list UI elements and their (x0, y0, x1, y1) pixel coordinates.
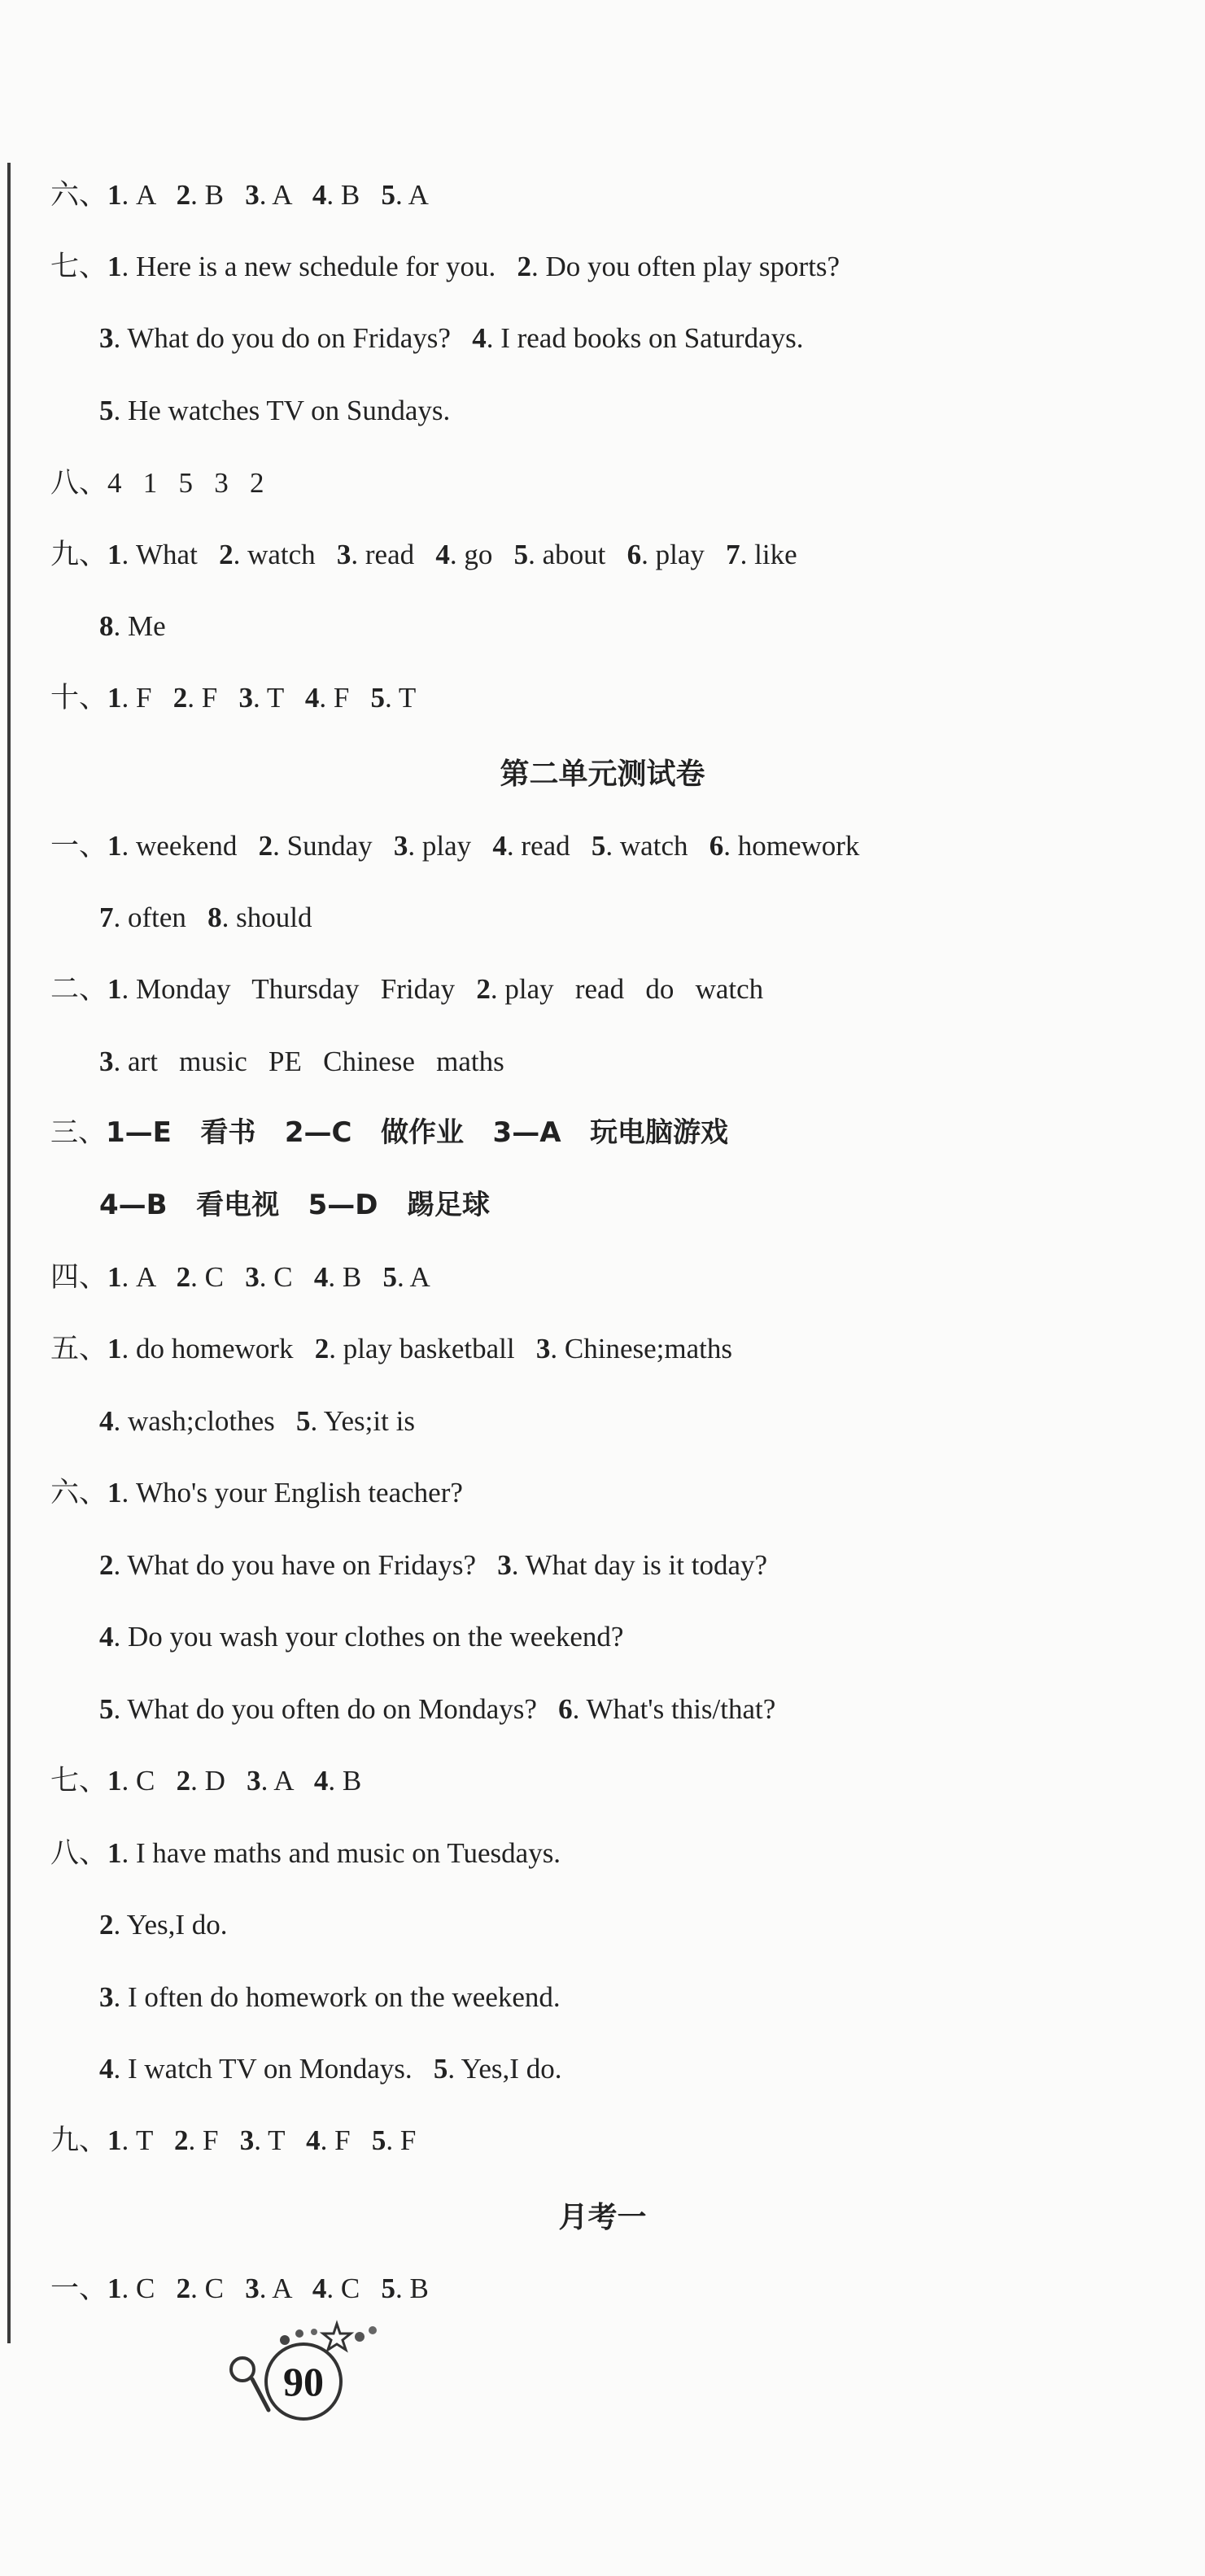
answer-text: 6 (627, 539, 642, 570)
answer-text: . play basketball (329, 1333, 536, 1364)
answer-text: 6 (709, 830, 724, 862)
answer-text: . Yes,I do. (448, 2053, 562, 2085)
answer-text: . play (408, 830, 493, 862)
answer-text: . art music PE Chinese maths (113, 1046, 504, 1077)
answer-text: 3 (99, 322, 114, 354)
answer-text: . play (641, 539, 727, 570)
answer-text: . go (449, 539, 514, 570)
answer-text: . A (121, 179, 177, 211)
answer-text: . Sunday (273, 830, 394, 862)
answer-text: 3 (99, 1046, 114, 1077)
answer-text: . What (121, 539, 220, 570)
answer-text: . Me (113, 610, 166, 642)
answer-text: . What day is it today? (511, 1549, 768, 1581)
answer-text: 4 (312, 179, 327, 211)
answer-text: 5 (382, 1261, 397, 1293)
answer-text: 2 (174, 2124, 189, 2156)
answer-line (50, 181, 429, 209)
answer-text: 3 (497, 1549, 512, 1581)
answer-line (99, 1551, 767, 1579)
answer-text: . C (326, 2273, 382, 2304)
answer-text: . C (190, 1261, 246, 1293)
answer-text: . F (121, 682, 173, 714)
answer-line (99, 1407, 415, 1435)
answer-text: . T (252, 682, 305, 714)
answer-line (50, 1839, 561, 1867)
answer-text: 3 (99, 1981, 114, 2013)
answer-text: 1 (107, 539, 122, 570)
answer-text: . homework (723, 830, 860, 862)
answer-text: 4 (312, 2273, 327, 2304)
answer-text: . What do you do on Fridays? (113, 322, 473, 354)
answer-line (50, 2274, 429, 2303)
answer-line (50, 975, 763, 1003)
answer-text: . T (254, 2124, 307, 2156)
answer-text: . F (320, 2124, 372, 2156)
answer-text: . C (121, 1765, 177, 1797)
margin-line (7, 163, 11, 2343)
answer-text: . D (190, 1765, 247, 1797)
page-number-badge (210, 2319, 397, 2441)
answer-text: 七、 (50, 251, 108, 282)
answer-text: . What do you often do on Mondays? (113, 1693, 559, 1725)
answer-text: 2 (314, 1333, 330, 1364)
answer-text: 1 (107, 1333, 122, 1364)
answer-text: 7 (99, 902, 114, 933)
answer-text: 3 (239, 2124, 255, 2156)
answer-text: 5 (99, 395, 114, 426)
answer-text: 1 (107, 2124, 122, 2156)
answer-text: 4 (99, 1405, 114, 1437)
answer-text: . F (187, 682, 239, 714)
answer-text: . C (190, 2273, 246, 2304)
answer-text: 5 (381, 2273, 396, 2304)
answer-text: . Here is a new schedule for you. (121, 251, 517, 282)
answer-text: 4 (304, 682, 320, 714)
page-number: 90 (283, 2359, 324, 2404)
answer-text: . B (395, 2273, 429, 2304)
answer-text: 1 (107, 251, 122, 282)
answer-line (99, 324, 804, 352)
answer-text: 5 (296, 1405, 311, 1437)
answer-text: 4 (306, 2124, 321, 2156)
answer-text: 1 (107, 179, 122, 211)
answer-text: 5 (99, 1693, 114, 1725)
answer-text: 2 (176, 1765, 191, 1797)
answer-line (99, 1191, 490, 1219)
answer-text: 1 (107, 830, 122, 862)
answer-text: . F (319, 682, 371, 714)
answer-text: . I often do homework on the weekend. (113, 1981, 561, 2013)
answer-line (50, 1334, 732, 1363)
answer-text: . A (259, 2273, 312, 2304)
answer-text: 二、 (50, 973, 108, 1005)
answer-text: . read (506, 830, 592, 862)
answer-text: . play read do watch (490, 973, 764, 1005)
answer-text: . He watches TV on Sundays. (113, 395, 451, 426)
answer-text: . B (326, 179, 382, 211)
answer-text: 3 (247, 1765, 261, 1797)
answer-text: 七、 (50, 1765, 108, 1797)
answer-text: 3 (238, 682, 253, 714)
answer-text: 2 (99, 1549, 114, 1581)
answer-text: 三、 (50, 1116, 106, 1149)
answer-text: . T (121, 2124, 175, 2156)
answer-text: . should (221, 902, 312, 933)
answer-text: 2 (476, 973, 491, 1005)
answer-text: 十、 (50, 682, 108, 714)
answer-text: 3 (393, 830, 408, 862)
answer-text: . B (328, 1765, 362, 1797)
answer-text: 2 (176, 1261, 191, 1293)
answer-text: . F (188, 2124, 240, 2156)
answer-text: 2 (517, 251, 531, 282)
answer-text: 4—B 看电视 5—D 踢足球 (99, 1189, 490, 1221)
answer-text: 1 (107, 1765, 122, 1797)
answer-text: 1 (107, 682, 122, 714)
answer-text: 4 (99, 2053, 114, 2085)
answer-text: 3 (245, 1261, 260, 1293)
answer-text: . Yes;it is (310, 1405, 415, 1437)
answer-text: 5 (381, 179, 396, 211)
answer-text: . A (260, 1765, 314, 1797)
answer-text: 3 (245, 179, 260, 211)
answer-text: . C (121, 2273, 177, 2304)
answer-line (99, 1622, 623, 1651)
answer-text: 六、 (50, 179, 108, 211)
answer-text: . Do you often play sports? (530, 251, 840, 282)
answer-text: . I watch TV on Mondays. (113, 2053, 434, 2085)
answer-line (50, 1766, 361, 1795)
answer-line (50, 1478, 463, 1507)
answer-text: 4 (313, 1261, 329, 1293)
answer-line (50, 832, 859, 860)
answer-text: 九、 (50, 539, 108, 570)
answer-line (99, 2054, 561, 2083)
answer-text: 2 (258, 830, 273, 862)
answer-line (99, 1983, 561, 2011)
answer-line (99, 396, 450, 425)
answer-text: 1 (107, 1837, 122, 1869)
answer-text: 1—E 看书 2—C 做作业 3—A 玩电脑游戏 (106, 1116, 729, 1149)
answer-text: . watch (233, 539, 337, 570)
answer-line (50, 469, 264, 497)
answer-text: 四、 (50, 1261, 108, 1293)
answer-text: 4 (472, 322, 487, 354)
answer-text: . B (328, 1261, 383, 1293)
answer-text: . A (395, 179, 429, 211)
answer-text: 4 (313, 1765, 329, 1797)
answer-text: 九、 (50, 2124, 108, 2156)
answer-text: 3 (535, 1333, 551, 1364)
answer-text: 8 (99, 610, 114, 642)
answer-text: . A (121, 1261, 177, 1293)
answer-text: 2 (172, 682, 188, 714)
answer-text: 3 (336, 539, 351, 570)
answer-text: 4 (435, 539, 450, 570)
answer-text: 2 (176, 2273, 191, 2304)
answer-text: . B (190, 179, 246, 211)
answer-text: 一、 (50, 830, 108, 862)
answer-text: . wash;clothes (113, 1405, 297, 1437)
answer-text: . do homework (121, 1333, 315, 1364)
answer-text: . C (259, 1261, 314, 1293)
answer-text: . Yes,I do. (113, 1909, 228, 1941)
answer-text: . F (386, 2124, 417, 2156)
answer-line (99, 1910, 228, 1939)
section-heading: 第二单元测试卷 (500, 758, 705, 790)
answer-text: 5 (591, 830, 606, 862)
answer-text: 8 (207, 902, 222, 933)
answer-line (50, 1263, 430, 1291)
answer-line (50, 683, 416, 712)
answer-text: . read (351, 539, 436, 570)
answer-text: . weekend (121, 830, 259, 862)
answer-line (50, 252, 840, 281)
answer-text: 5 (370, 682, 386, 714)
answer-text: 2 (219, 539, 234, 570)
answer-text: . often (113, 902, 208, 933)
answer-text: . watch (605, 830, 709, 862)
answer-text: 5 (433, 2053, 448, 2085)
answer-text: 2 (176, 179, 191, 211)
section-heading: 月考一 (558, 2201, 647, 2233)
answer-text: 1 (107, 973, 122, 1005)
answer-line (50, 2126, 416, 2155)
answer-text: 3 (245, 2273, 260, 2304)
answer-text: 4 (492, 830, 507, 862)
answer-text: . What do you have on Fridays? (113, 1549, 498, 1581)
answer-text: . Monday Thursday Friday (121, 973, 477, 1005)
answer-text: . A (259, 179, 312, 211)
answer-text: . T (385, 682, 417, 714)
answer-text: 六、 (50, 1477, 108, 1508)
answer-text: 1 (107, 2273, 122, 2304)
answer-text: 6 (558, 1693, 573, 1725)
answer-text: 八、 (50, 1837, 108, 1869)
answer-line (99, 612, 166, 640)
answer-text: 1 (107, 1261, 122, 1293)
answer-text: . about (528, 539, 627, 570)
answer-text: 八、4 1 5 3 2 (50, 467, 264, 499)
answer-text: . Chinese;maths (550, 1333, 732, 1364)
answer-text: . Do you wash your clothes on the weekend? (113, 1621, 624, 1653)
answer-line (99, 903, 312, 932)
answer-line (99, 1695, 775, 1723)
answer-text: 7 (726, 539, 740, 570)
answer-text: . I read books on Saturdays. (486, 322, 804, 354)
answer-line (99, 1047, 504, 1076)
answer-text: . I have maths and music on Tuesdays. (121, 1837, 561, 1869)
answer-text: 5 (513, 539, 529, 570)
answer-text: . What's this/that? (572, 1693, 776, 1725)
answer-text: 2 (99, 1909, 114, 1941)
answer-text: 5 (371, 2124, 386, 2156)
answer-text: 一、 (50, 2273, 108, 2304)
answer-line (50, 1116, 729, 1149)
answer-text: 4 (99, 1621, 114, 1653)
answer-line (50, 540, 797, 569)
answer-text: 五、 (50, 1333, 108, 1364)
answer-text: . like (740, 539, 797, 570)
answer-text: 1 (107, 1477, 122, 1508)
answer-text: . Who's your English teacher? (121, 1477, 463, 1508)
answer-text: . A (396, 1261, 430, 1293)
